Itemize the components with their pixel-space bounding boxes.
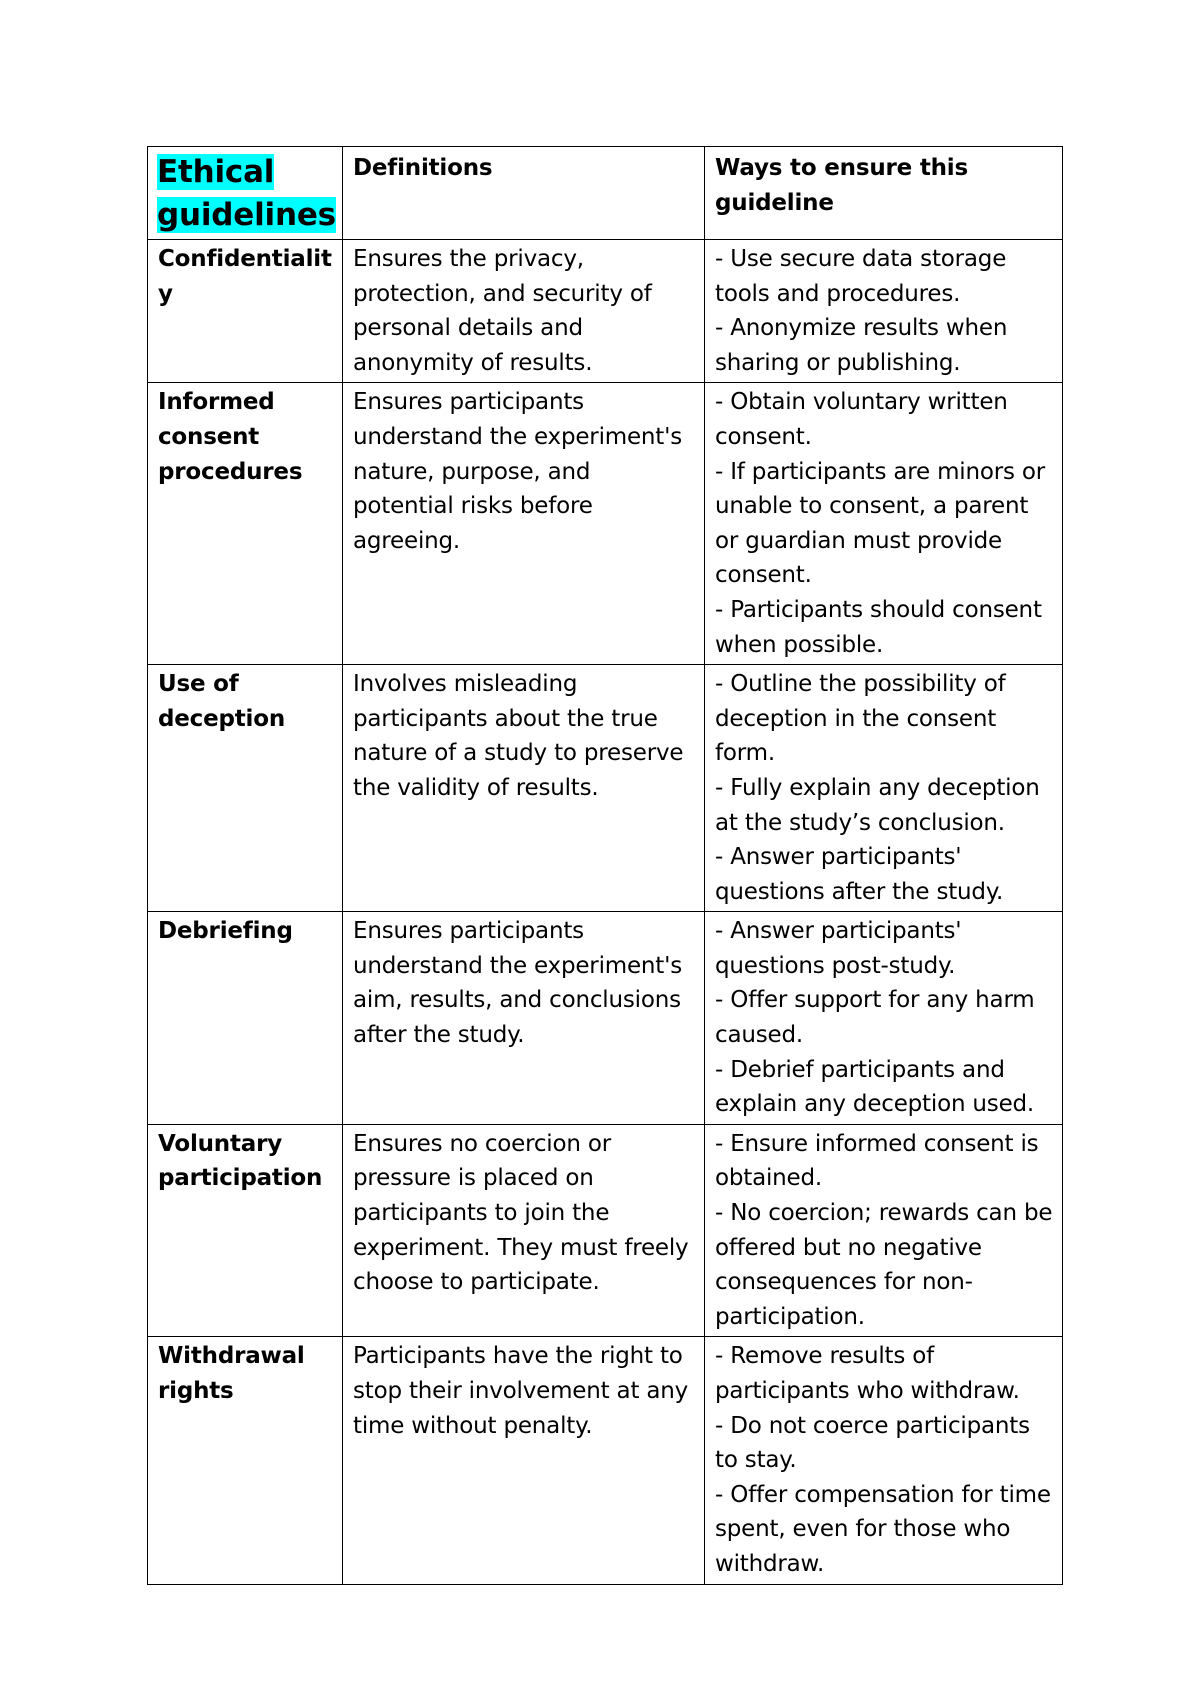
way-item: - If participants are minors or unable to consent, a parent or guardian must provide consent. (715, 458, 1046, 589)
table-row (148, 383, 1063, 665)
table-header-row (148, 147, 1063, 240)
row-definition: Ensures no coercion or pressure is placed on participants to join the experiment. They must freely choose to participate. (343, 1124, 705, 1337)
table-row (148, 912, 1063, 1125)
header-title-highlighted: Ethical guidelines (157, 154, 336, 233)
ethical-guidelines-table (147, 146, 1063, 1585)
row-ways (705, 1337, 1063, 1584)
way-item: - Ensure informed consent is obtained. (715, 1130, 1039, 1192)
way-item: - Offer support for any harm caused. (715, 987, 1035, 1049)
way-item: - Remove results of participants who withdraw. (715, 1343, 1020, 1404)
row-term: Voluntary participation (148, 1124, 343, 1337)
table-row (148, 665, 1063, 912)
table-row (148, 240, 1063, 383)
row-term: Withdrawal rights (148, 1337, 343, 1584)
table-row (148, 1337, 1063, 1584)
way-item: - Use secure data storage tools and procedures. (715, 246, 1007, 307)
row-ways (705, 1124, 1063, 1337)
row-ways (705, 912, 1063, 1125)
table-row (148, 1124, 1063, 1337)
row-definition: Ensures participants understand the experiment's aim, results, and conclusions after the study. (343, 912, 705, 1125)
way-item: - Answer participants' questions post-study. (715, 918, 962, 979)
row-term: Informed consent procedures (148, 383, 343, 665)
row-term: Use of deception (148, 665, 343, 912)
row-ways (705, 383, 1063, 665)
way-item: - Participants should consent when possible. (715, 596, 1042, 658)
row-definition: Participants have the right to stop their involvement at any time without penalty. (343, 1337, 705, 1584)
way-item: - No coercion; rewards can be offered but no negative consequences for non-participation. (715, 1200, 1053, 1330)
way-item: - Anonymize results when sharing or publishing. (715, 315, 1008, 376)
way-item: - Fully explain any deception at the study’s conclusion. (715, 774, 1040, 836)
way-item: - Debrief participants and explain any deception used. (715, 1056, 1035, 1118)
way-item: - Answer participants' questions after the study. (715, 844, 1004, 905)
way-item: - Do not coerce participants to stay. (715, 1412, 1030, 1474)
header-cell-guidelines (148, 147, 343, 240)
way-item: - Obtain voluntary written consent. (715, 389, 1008, 450)
way-item: - Offer compensation for time spent, even for those who withdraw. (715, 1481, 1051, 1577)
row-definition: Ensures participants understand the experiment's nature, purpose, and potential risks before agreeing. (343, 383, 705, 665)
row-ways (705, 240, 1063, 383)
row-definition: Ensures the privacy, protection, and security of personal details and anonymity of results. (343, 240, 705, 383)
header-cell-definitions: Definitions (343, 147, 705, 240)
row-term: Debriefing (148, 912, 343, 1125)
row-definition: Involves misleading participants about the true nature of a study to preserve the validity of results. (343, 665, 705, 912)
header-cell-ways: Ways to ensure this guideline (705, 147, 1063, 240)
row-ways (705, 665, 1063, 912)
way-item: - Outline the possibility of deception in the consent form. (715, 671, 1006, 767)
row-term: Confidentiality (148, 240, 343, 383)
